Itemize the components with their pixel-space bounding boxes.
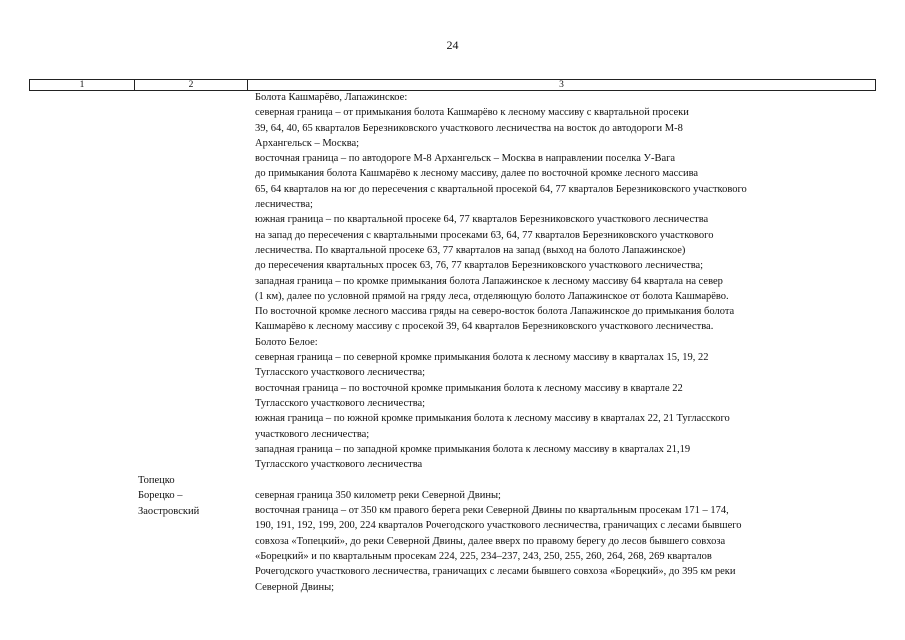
text-line: 39, 64, 40, 65 кварталов Березниковского участкового лесничества на восток до автодороги М-8 xyxy=(255,122,683,134)
region-name-cell xyxy=(138,473,199,519)
text-line: Кашмарёво к лесному массиву с просекой 39, 64 кварталов Березниковского участкового лесничества. xyxy=(255,321,714,333)
column-header-2: 2 xyxy=(135,80,248,91)
paragraph-gap xyxy=(255,472,885,487)
text-line: Архангельск – Москва; xyxy=(255,137,360,149)
text-line: южная граница – по южной кромке примыкания болота к лесному массиву в кварталах 22, 21 Тугласского xyxy=(255,413,730,425)
text-line: северная граница 350 километр реки Северной Двины; xyxy=(255,489,501,501)
region-name-line: Борецко – xyxy=(138,490,183,502)
text-line: По восточной кромке лесного массива гряды на северо-восток болота Лапажинское до примыкания болота xyxy=(255,306,735,318)
region-name-line: Заостровский xyxy=(138,505,200,517)
page-number: 24 xyxy=(446,38,459,52)
text-line: западная граница – по западной кромке примыкания болота к лесному массиву в кварталах 21,19 xyxy=(255,443,691,455)
text-line: лесничества. По квартальной просеке 63, 77 кварталов на запад (выход на болото Лапажинское) xyxy=(255,244,686,256)
text-line: западная граница – по кромке примыкания болота Лапажинское к лесному массиву 64 квартала на север xyxy=(255,275,723,287)
text-line: Рочегодского участкового лесничества, граничащих с лесами бывшего совхоза «Борецкий», до 395 км реки xyxy=(255,566,736,578)
text-line: до пересечения квартальных просек 63, 76, 77 кварталов Березниковского участкового лесничества; xyxy=(255,260,704,272)
text-line: 190, 191, 192, 199, 200, 224 кварталов Рочегодского участкового лесничества, граничащих с лесами бывшего xyxy=(255,520,742,532)
text-line: северная граница – от примыкания болота Кашмарёво к лесному массиву с квартальной просеки xyxy=(255,107,689,119)
text-line: на запад до пересечения с квартальными просеками 63, 64, 77 кварталов Березниковского участкового xyxy=(255,229,714,241)
text-line: восточная граница – по автодороге М-8 Архангельск – Москва в направлении поселка У-Вага xyxy=(255,153,676,165)
boundary-description-cell xyxy=(255,90,885,595)
text-line: восточная граница – по восточной кромке примыкания болота к лесному массиву в квартале 22 xyxy=(255,382,683,394)
text-line: Болото Белое: xyxy=(255,336,318,348)
text-line: Тугласского участкового лесничества xyxy=(255,459,423,471)
column-header-3: 3 xyxy=(248,80,876,91)
text-line: северная граница – по северной кромке примыкания болота к лесному массиву в кварталах 15, 19, 22 xyxy=(255,352,709,364)
text-line: (1 км), далее по условной прямой на гряду леса, отделяющую болото Лапажинское от болота Кашмарёво. xyxy=(255,290,729,302)
region-name-line: Топецко xyxy=(138,475,175,486)
text-line: 65, 64 кварталов на юг до пересечения с квартальной просекой 64, 77 кварталов Березниковского участкового xyxy=(255,183,747,195)
text-line: Тугласского участкового лесничества; xyxy=(255,397,426,409)
text-line: лесничества; xyxy=(255,199,313,211)
text-line: совхоза «Топецкий», до реки Северной Двины, далее вверх по правому берегу до лесов бывшего совхоза xyxy=(255,535,726,547)
text-line: южная граница – по квартальной просеке 64, 77 кварталов Березниковского участкового лесничества xyxy=(255,214,709,226)
text-line: Болота Кашмарёво, Лапажинское: xyxy=(255,92,408,103)
text-line: «Борецкий» и по квартальным просекам 224, 225, 234–237, 243, 250, 255, 260, 264, 268, 269 кварталов xyxy=(255,550,712,562)
text-line: Северной Двины; xyxy=(255,581,335,593)
column-header-1: 1 xyxy=(30,80,135,91)
text-line: Тугласского участкового лесничества; xyxy=(255,367,426,379)
text-line: до примыкания болота Кашмарёво к лесному массиву, далее по восточной кромке лесного массива xyxy=(255,168,699,180)
text-line: восточная граница – от 350 км правого берега реки Северной Двины по квартальным просекам 171 – 174, xyxy=(255,505,729,517)
text-line: участкового лесничества; xyxy=(255,428,370,440)
